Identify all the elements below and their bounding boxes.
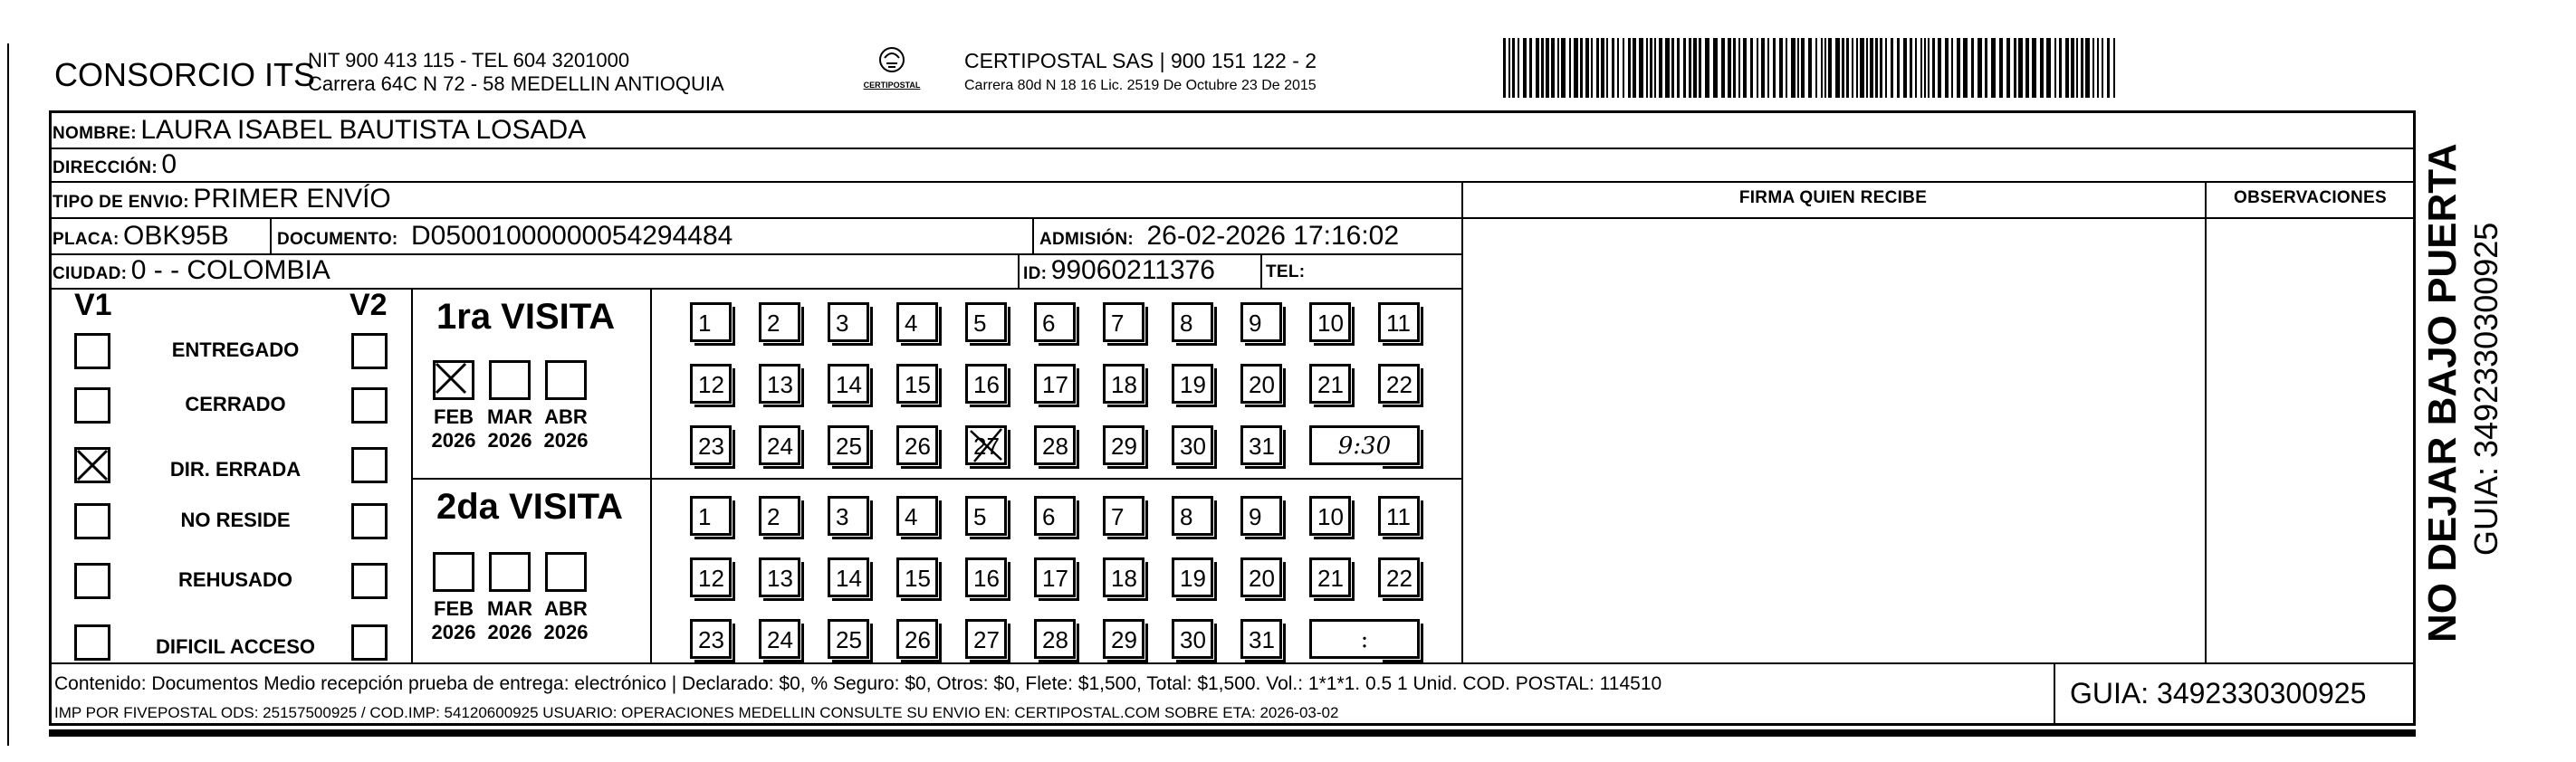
day-box[interactable]: 15 [896,557,938,597]
day-box[interactable]: 18 [1103,557,1144,597]
status-label: DIFICIL ACCESO [155,635,315,658]
day-box[interactable]: 27 [965,425,1007,465]
barcode [1503,38,2119,102]
day-box[interactable]: 5 [965,496,1007,536]
day-box[interactable]: 11 [1378,302,1420,342]
day-box[interactable]: 24 [759,619,800,659]
month-label: ABR 2026 [543,405,589,452]
placa-field [53,220,229,257]
tipo-value: PRIMER ENVÍO [193,184,391,214]
day-box[interactable]: 13 [759,557,800,597]
day-box[interactable]: 21 [1309,557,1351,597]
firma-header [1461,188,2205,208]
tel-label: TEL: [1266,262,1306,281]
status-divider [411,288,413,662]
v2-checkbox[interactable] [351,387,388,424]
ciudad-value: 0 - - COLOMBIA [130,255,330,285]
status-label: DIR. ERRADA [169,458,302,481]
day-box[interactable]: 17 [1034,364,1076,404]
month-checkbox[interactable] [545,360,587,400]
documento-value: D05001000000054294484 [411,221,733,251]
row-line [49,181,2416,183]
tipo-row [53,183,391,220]
day-box[interactable]: 8 [1172,496,1213,536]
month-checkbox[interactable] [433,552,474,592]
visit2-title: 2da VISITA [436,487,623,527]
carrier-line: CERTIPOSTAL SAS | 900 151 122 - 2 [964,49,1317,72]
side-warning: NO DEJAR BAJO PUERTA [2420,143,2465,643]
day-box[interactable]: 14 [828,557,869,597]
day-box[interactable]: 14 [828,364,869,404]
id-divider [1018,253,1020,288]
status-label: REHUSADO [178,568,292,591]
nombre-row [53,114,586,151]
direccion-value: 0 [161,149,177,179]
id-field [1023,255,1215,291]
day-box[interactable]: 28 [1034,619,1076,659]
day-box[interactable]: 5 [965,302,1007,342]
nombre-label: NOMBRE: [53,124,137,143]
left-edge-line [7,43,9,746]
v1-checkbox[interactable] [74,624,110,661]
day-box[interactable]: 18 [1103,364,1144,404]
tipo-label: TIPO DE ENVIO: [53,193,189,212]
visit-divider [650,288,652,662]
time-box[interactable]: 9:30 [1309,425,1420,465]
day-box[interactable]: 11 [1378,496,1420,536]
carrier-address: Carrera 80d N 18 16 Lic. 2519 De Octubre 23 De 2015 [964,78,1317,93]
day-box[interactable]: 31 [1240,425,1282,465]
month-label: FEB 2026 [431,597,476,643]
id-label: ID: [1023,264,1048,283]
nit-line: NIT 900 413 115 - TEL 604 3201000 [308,49,630,71]
day-box[interactable]: 10 [1309,496,1351,536]
v1-checkbox[interactable] [74,387,110,424]
day-box[interactable]: 2 [759,302,800,342]
v2-checkbox[interactable] [351,503,388,539]
day-box[interactable]: 20 [1240,364,1282,404]
month-label: FEB 2026 [431,405,476,452]
logo-caption: CERTIPOSTAL [863,81,921,90]
day-box[interactable]: 6 [1034,302,1076,342]
v1-header: V1 [74,288,112,322]
documento-field [277,220,733,257]
day-box[interactable]: 25 [828,619,869,659]
day-box[interactable]: 4 [896,496,938,536]
day-box[interactable]: 7 [1103,302,1144,342]
v1-checkbox[interactable] [74,447,110,483]
day-box[interactable]: 3 [828,496,869,536]
day-box[interactable]: 1 [690,496,732,536]
placa-label: PLACA: [53,230,120,249]
logo-icon [874,45,910,76]
status-label: ENTREGADO [171,338,300,361]
month-checkbox[interactable] [489,552,531,592]
day-box[interactable]: 19 [1172,557,1213,597]
day-box[interactable]: 12 [690,557,732,597]
day-box[interactable]: 15 [896,364,938,404]
day-box[interactable]: 10 [1309,302,1351,342]
tel-field [1266,257,1305,289]
admision-field [1039,220,1399,257]
time-box[interactable]: : [1309,619,1420,659]
visit1-title: 1ra VISITA [436,297,616,337]
footer-guia: GUIA: 3492330300925 [2070,677,2367,710]
day-box[interactable]: 19 [1172,364,1213,404]
month-checkbox[interactable] [489,360,531,400]
day-box[interactable]: 7 [1103,496,1144,536]
v1-checkbox[interactable] [74,333,110,369]
day-box[interactable]: 21 [1309,364,1351,404]
v2-checkbox[interactable] [351,563,388,599]
placa-value: OBK95B [123,221,229,251]
day-box[interactable]: 27 [965,619,1007,659]
v2-checkbox[interactable] [351,624,388,661]
direccion-row [53,149,177,185]
day-box[interactable]: 6 [1034,496,1076,536]
day-box[interactable]: 9 [1240,496,1282,536]
documento-label: DOCUMENTO: [277,230,398,249]
ciudad-label: CIUDAD: [53,264,128,283]
day-box[interactable]: 17 [1034,557,1076,597]
day-box[interactable]: 1 [690,302,732,342]
day-box[interactable]: 30 [1172,425,1213,465]
day-box[interactable]: 20 [1240,557,1282,597]
day-box[interactable]: 31 [1240,619,1282,659]
month-checkbox[interactable] [433,360,474,400]
v2-checkbox[interactable] [351,447,388,483]
nombre-value: LAURA ISABEL BAUTISTA LOSADA [140,115,587,145]
obs-header [2205,188,2416,208]
id-value: 99060211376 [1050,255,1215,285]
visit-row-divider [411,478,1461,480]
status-label: CERRADO [185,393,286,415]
company-name: CONSORCIO ITS [54,56,316,93]
bottom-rule [49,729,2416,737]
side-guia: GUIA: 3492330300925 [2467,222,2504,556]
placa-divider [270,217,272,253]
admision-divider [1032,217,1034,253]
footer-line1: Contenido: Documentos Medio recepción prueba de entrega: electrónico | Declarado: $0, % Seguro: $0, Otros: $0, Flete: $1,500, Total: $1,500. Vol.: 1*1*1. 0.5 1 Unid. COD. POSTAL: 114510 [54,673,1662,694]
footer-line2: IMP POR FIVEPOSTAL ODS: 25157500925 / COD.IMP: 54120600925 USUARIO: OPERACIONES MEDELLIN CONSULTE SU ENVIO EN: CERTIPOSTAL.COM SOBRE ETA: 2026-03-02 [54,704,1339,721]
v1-checkbox[interactable] [74,563,110,599]
row-line [49,217,2416,219]
address-line: Carrera 64C N 72 - 58 MEDELLIN ANTIOQUIA [308,72,724,95]
v2-checkbox[interactable] [351,333,388,369]
day-box[interactable]: 2 [759,496,800,536]
month-label: MAR 2026 [486,405,533,452]
day-box[interactable]: 26 [896,425,938,465]
ciudad-field [53,255,330,291]
month-label: ABR 2026 [543,597,589,643]
status-label: NO RESIDE [180,509,291,531]
row-line [49,662,2416,664]
day-box[interactable]: 22 [1378,557,1420,597]
day-box[interactable]: 29 [1103,425,1144,465]
day-box[interactable]: 28 [1034,425,1076,465]
day-box[interactable]: 8 [1172,302,1213,342]
obs-header-text: OBSERVACIONES [2234,188,2387,207]
obs-divider [2205,181,2207,662]
day-box[interactable]: 23 [690,619,732,659]
v2-header: V2 [350,288,388,322]
admision-value: 26-02-2026 17:16:02 [1146,221,1400,251]
day-box[interactable]: 9 [1240,302,1282,342]
tel-divider [1260,253,1262,288]
day-box[interactable]: 22 [1378,364,1420,404]
month-label: MAR 2026 [486,597,533,643]
certipostal-logo [842,45,942,90]
direccion-label: DIRECCIÓN: [53,158,158,177]
admision-label: ADMISIÓN: [1039,230,1135,249]
day-box[interactable]: 16 [965,364,1007,404]
day-box[interactable]: 3 [828,302,869,342]
v1-checkbox[interactable] [74,503,110,539]
day-box[interactable]: 16 [965,557,1007,597]
day-box[interactable]: 4 [896,302,938,342]
day-box[interactable]: 24 [759,425,800,465]
barcode-icon [1503,38,2119,98]
day-box[interactable]: 23 [690,425,732,465]
day-box[interactable]: 13 [759,364,800,404]
firma-divider [1461,181,1463,662]
day-box[interactable]: 30 [1172,619,1213,659]
day-box[interactable]: 12 [690,364,732,404]
firma-header-text: FIRMA QUIEN RECIBE [1738,188,1928,207]
footer-divider [2054,662,2055,726]
day-box[interactable]: 26 [896,619,938,659]
month-checkbox[interactable] [545,552,587,592]
day-box[interactable]: 25 [828,425,869,465]
day-box[interactable]: 29 [1103,619,1144,659]
